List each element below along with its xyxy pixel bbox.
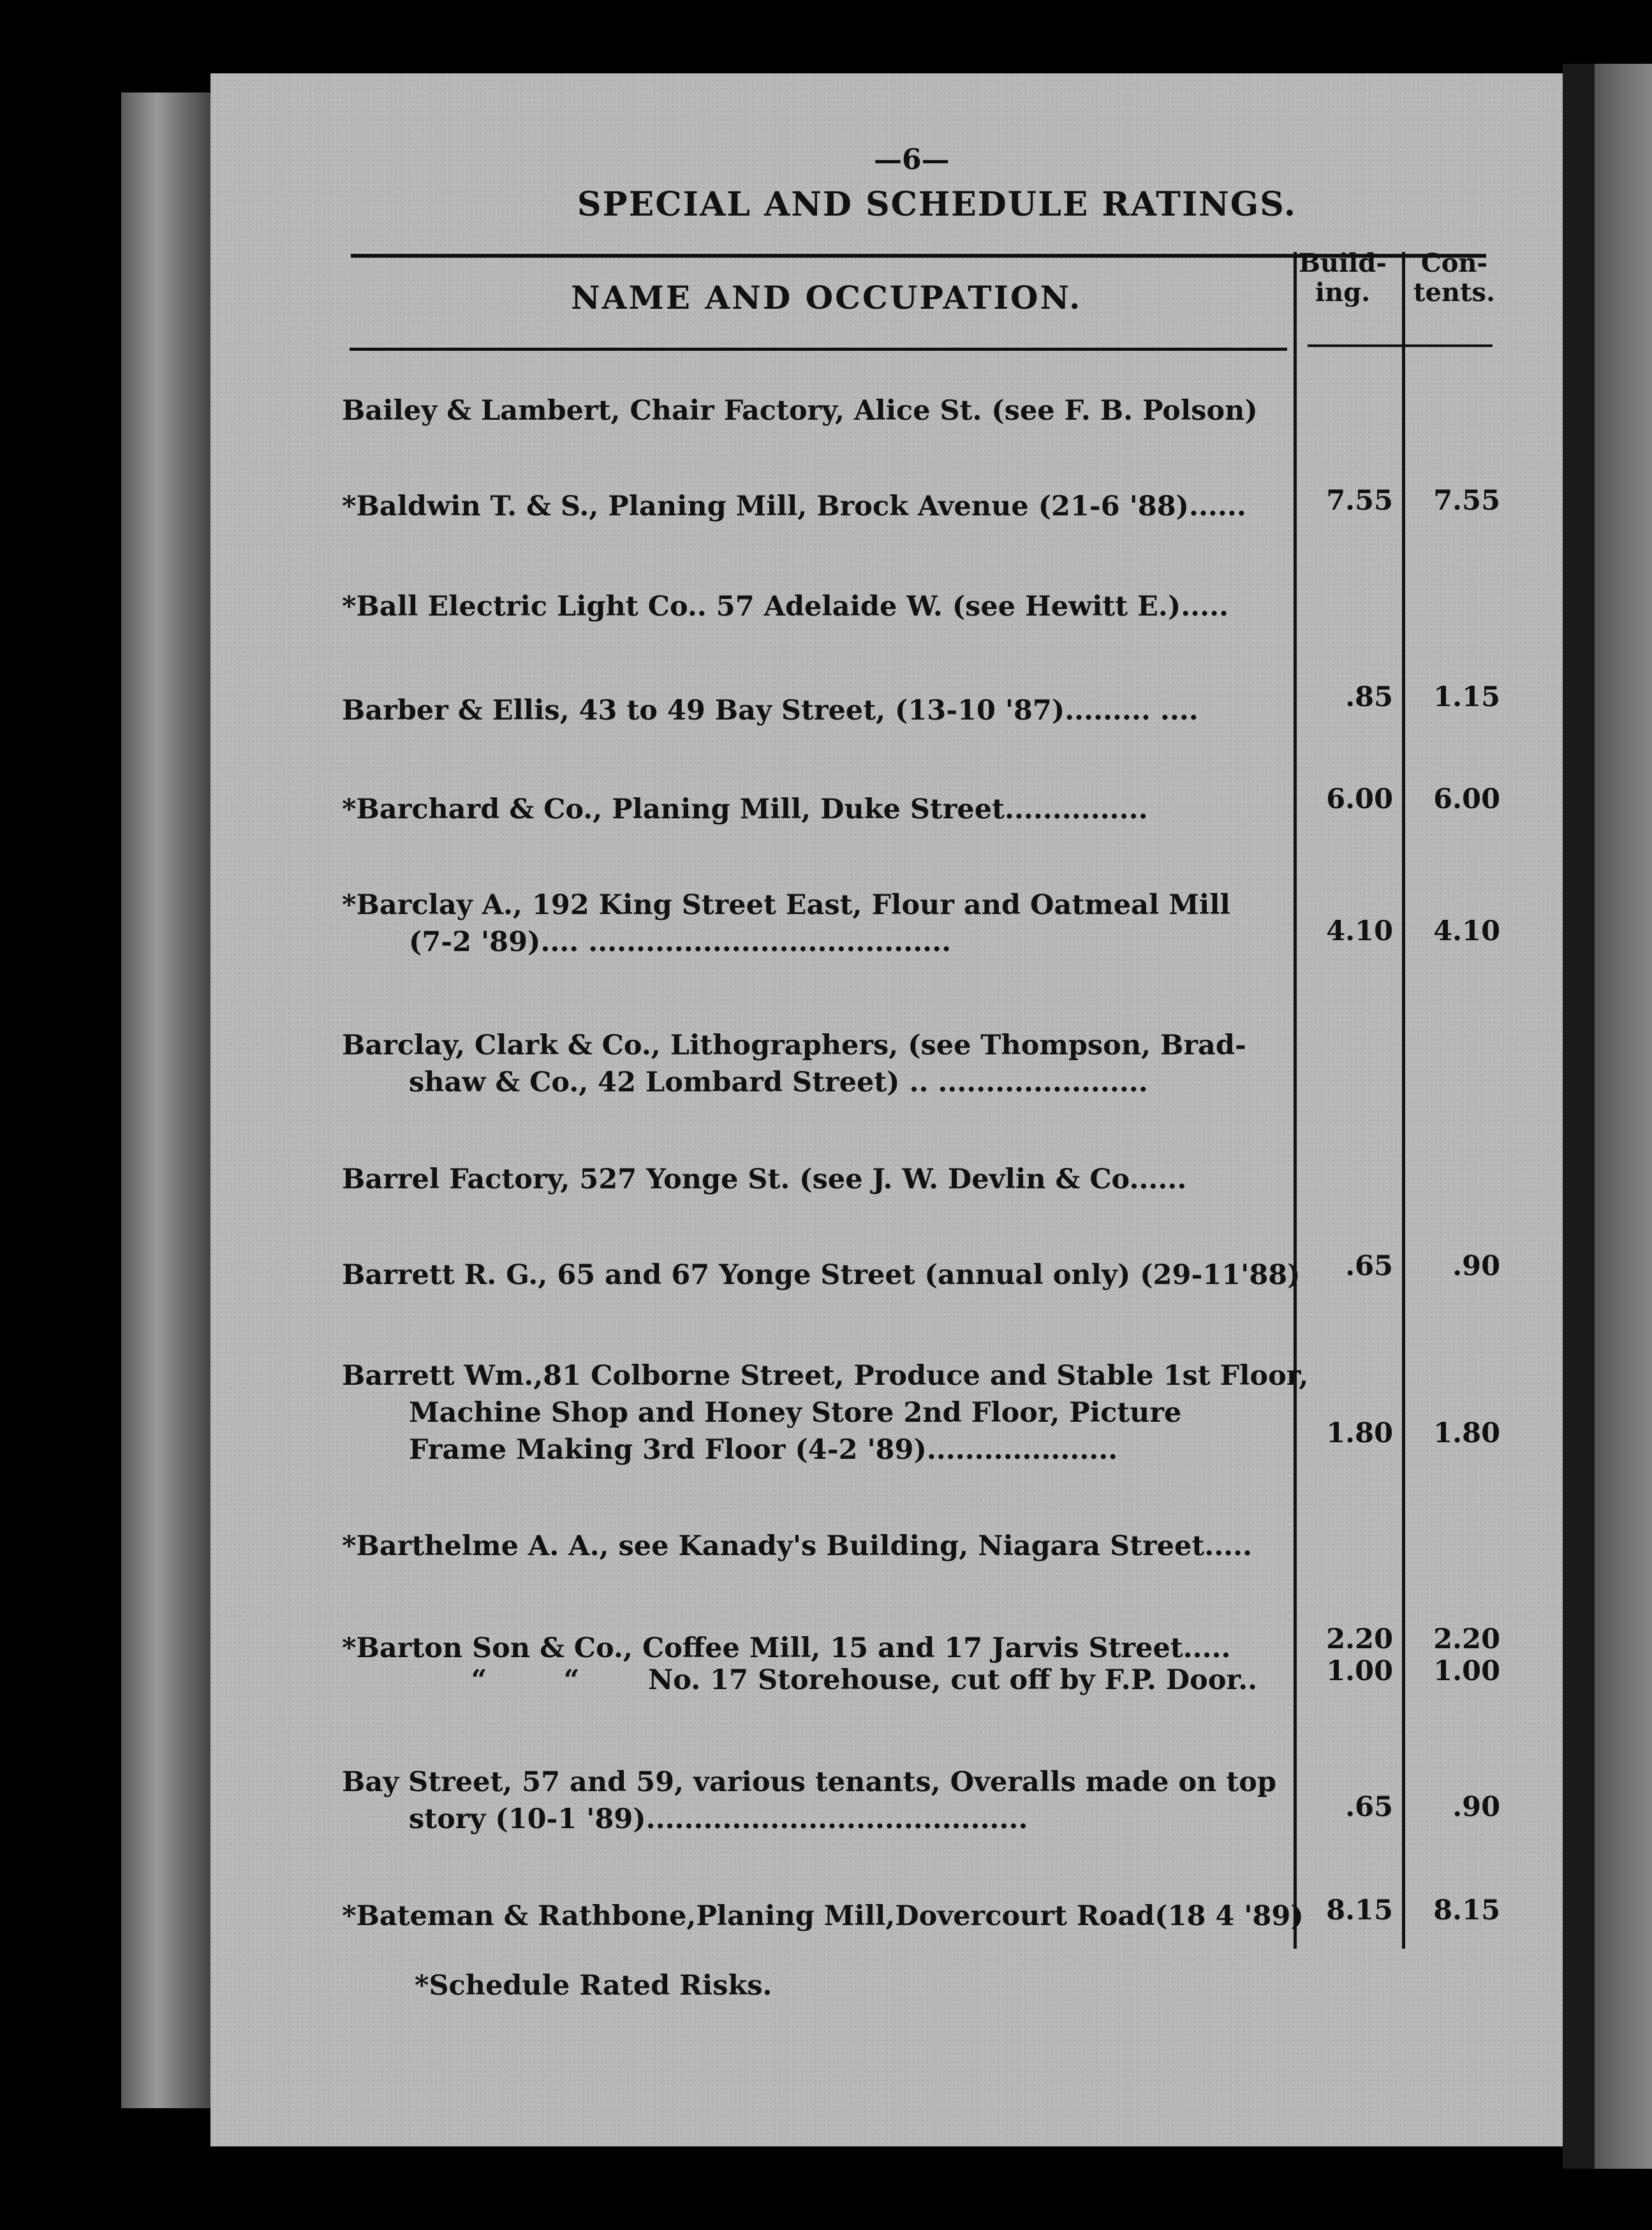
column-divider-1 <box>1294 252 1297 1949</box>
entry-barton-son: *Barton Son & Co., Coffee Mill, 15 and 17 Jarvis Street..... <box>342 1632 1231 1664</box>
contents-rate: 4.10 <box>1433 915 1500 947</box>
building-column-header: Build- ing. <box>1299 248 1387 307</box>
building-rate: 1.80 <box>1326 1417 1393 1449</box>
header-bottom-rule <box>350 348 1287 351</box>
entry-barclay-clark: Barclay, Clark & Co., Lithographers, (see Thompson, Brad- shaw & Co., 42 Lombard Street) .. ...................... <box>342 1030 1246 1098</box>
contents-rate: 1.15 <box>1433 681 1500 713</box>
entry-barton-storehouse: “ “ No. 17 Storehouse, cut off by F.P. Door.. <box>342 1662 1257 1699</box>
entry-barber-ellis: Barber & Ellis, 43 to 49 Bay Street, (13-10 '87)......... .... <box>342 695 1198 727</box>
column-divider-2 <box>1402 252 1405 1949</box>
ditto-mark: “ <box>471 1664 487 1696</box>
building-rate: 1.00 <box>1326 1655 1393 1687</box>
entry-ball-electric: *Ball Electric Light Co.. 57 Adelaide W. (see Hewitt E.)..... <box>342 591 1229 623</box>
contents-rate: 8.15 <box>1433 1894 1500 1926</box>
contents-column-header: Con- tents. <box>1413 248 1495 307</box>
entry-barclay-a: *Barclay A., 192 King Street East, Flour and Oatmeal Mill (7-2 '89).... ...................................... <box>342 889 1230 958</box>
building-rate: 8.15 <box>1326 1894 1393 1926</box>
entry-bateman-rathbone: *Bateman & Rathbone,Planing Mill,Dovercourt Road(18 4 '89) <box>342 1900 1304 1932</box>
contents-rate: 6.00 <box>1433 783 1500 815</box>
entry-bailey-lambert: Bailey & Lambert, Chair Factory, Alice St. (see F. B. Polson) <box>342 395 1258 427</box>
entry-barchard: *Barchard & Co., Planing Mill, Duke Street............... <box>342 794 1148 825</box>
contents-rate: 7.55 <box>1433 485 1500 517</box>
contents-rate: 1.00 <box>1433 1655 1500 1687</box>
entry-baldwin: *Baldwin T. & S., Planing Mill, Brock Avenue (21-6 '88)...... <box>342 491 1246 522</box>
entry-barthelme: *Barthelme A. A., see Kanady's Building, Niagara Street..... <box>342 1530 1253 1562</box>
contents-rate: .90 <box>1452 1791 1500 1823</box>
page-title: SPECIAL AND SCHEDULE RATINGS. <box>577 185 1297 224</box>
building-rate: 6.00 <box>1326 783 1393 815</box>
footnote: *Schedule Rated Risks. <box>415 1970 772 2002</box>
header-bottom-rule-right <box>1308 344 1493 347</box>
building-rate: 7.55 <box>1326 485 1393 517</box>
building-rate: 2.20 <box>1326 1623 1393 1655</box>
page-number: —6— <box>874 144 950 176</box>
entry-barrett-rg: Barrett R. G., 65 and 67 Yonge Street (annual only) (29-11'88) <box>342 1259 1301 1291</box>
building-rate: 4.10 <box>1326 915 1393 947</box>
entry-barrett-wm: Barrett Wm.,81 Colborne Street, Produce and Stable 1st Floor, Machine Shop and Honey Store 2nd Floor, Picture Frame Making 3rd Floor (4-2 '89).................... <box>342 1360 1309 1466</box>
binding-edge-left <box>121 92 210 2108</box>
building-rate: .65 <box>1345 1250 1393 1282</box>
name-column-header: NAME AND OCCUPATION. <box>571 279 1082 316</box>
contents-rate: 1.80 <box>1433 1417 1500 1449</box>
ditto-mark: “ <box>563 1664 580 1696</box>
contents-rate: .90 <box>1452 1250 1500 1282</box>
binding-edge-right <box>1563 64 1652 2169</box>
building-rate: .65 <box>1345 1791 1393 1823</box>
entry-bay-street: Bay Street, 57 and 59, various tenants, Overalls made on top story (10-1 '89)........................................ <box>342 1766 1277 1835</box>
building-rate: .85 <box>1345 681 1393 713</box>
entry-barrel-factory: Barrel Factory, 527 Yonge St. (see J. W. Devlin & Co...... <box>342 1163 1187 1195</box>
contents-rate: 2.20 <box>1433 1623 1500 1655</box>
